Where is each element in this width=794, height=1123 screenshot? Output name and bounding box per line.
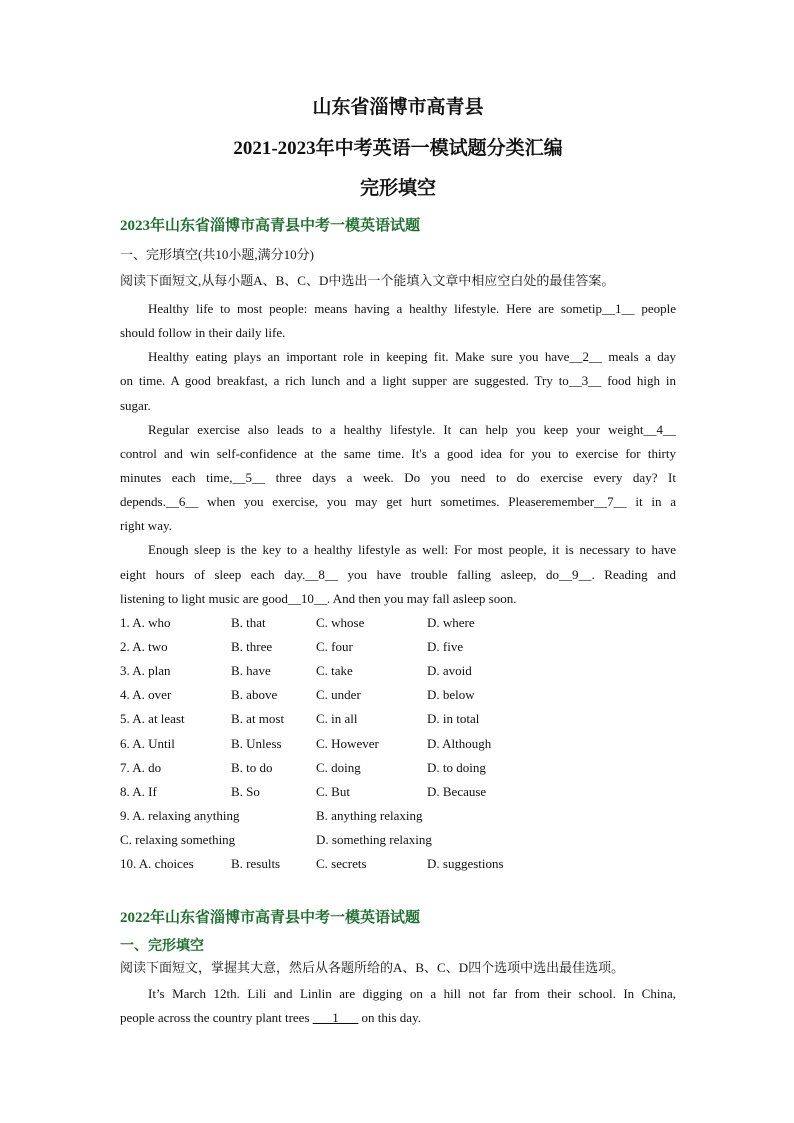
option-a: 2. A. two: [120, 639, 168, 654]
doc-title-topic: 完形填空: [359, 178, 436, 199]
option-c: C. But: [316, 784, 350, 799]
option-c: C. relaxing something: [120, 832, 236, 847]
passage-line: Healthy life to most people: means having a healthy lifestyle. Here are sometip__1__ people: [148, 301, 676, 316]
option-d: D. in total: [427, 711, 480, 726]
instruction-2022: 阅读下面短文，掌握其大意，然后从各题所给的A、B、C、D四个选项中选出最佳选项。: [120, 960, 625, 975]
part-title-2022: 一、完形填空: [120, 939, 204, 954]
passage-line: control and win self-confidence at the same time. It's a good idea for you to exercise for thirty: [120, 446, 676, 461]
option-b: B. anything relaxing: [316, 808, 423, 823]
instruction-2023: 阅读下面短文,从每小题A、B、C、D中选出一个能填入文章中相应空白处的最佳答案。: [120, 273, 615, 288]
doc-title-region: 山东省淄博市高青县: [312, 97, 484, 118]
option-row-8: [120, 783, 676, 801]
option-row-1: [120, 614, 676, 632]
option-row-7: [120, 759, 676, 777]
option-d: D. suggestions: [427, 856, 504, 871]
passage-line: right way.: [120, 518, 172, 533]
option-d: D. five: [427, 639, 464, 654]
option-c: C. However: [316, 736, 379, 751]
option-row-9b: [120, 831, 676, 849]
option-a: 5. A. at least: [120, 711, 185, 726]
doc-title-main: 2021-2023年中考英语一模试题分类汇编: [233, 138, 563, 159]
option-d: D. something relaxing: [316, 832, 432, 847]
option-b: B. Unless: [231, 736, 282, 751]
passage-line: Healthy eating plays an important role in keeping fit. Make sure you have__2__ meals a day: [148, 349, 676, 364]
option-c: C. in all: [316, 711, 358, 726]
option-d: D. to doing: [427, 760, 486, 775]
option-b: B. results: [231, 856, 281, 871]
option-c: C. secrets: [316, 856, 367, 871]
passage-text: on this day.: [358, 1010, 421, 1025]
section-heading-2023: 2023年山东省淄博市高青县中考一模英语试题: [120, 218, 421, 234]
blank-1: ___1___: [312, 1010, 359, 1025]
option-b: B. at most: [231, 711, 285, 726]
passage-line: listening to light music are good__10__. And then you may fall asleep soon.: [120, 591, 517, 606]
option-b: B. that: [231, 615, 266, 630]
part-title-2023: 一、完形填空(共10小题,满分10分): [120, 247, 314, 262]
passage-line: [120, 1009, 676, 1027]
passage-line: depends.__6__ when you exercise, you may get hurt sometimes. Pleaseremember__7__ it in a: [120, 494, 676, 509]
option-a: 10. A. choices: [120, 856, 194, 871]
option-c: C. doing: [316, 760, 361, 775]
option-d: D. Although: [427, 736, 492, 751]
option-row-10: [120, 855, 676, 873]
option-c: C. take: [316, 663, 353, 678]
passage-line: should follow in their daily life.: [120, 325, 286, 340]
option-d: D. below: [427, 687, 475, 702]
option-a: 9. A. relaxing anything: [120, 808, 240, 823]
passage-line: It’s March 12th. Lili and Linlin are digging on a hill not far from their school. In China,: [148, 986, 676, 1001]
option-c: C. under: [316, 687, 361, 702]
option-b: B. to do: [231, 760, 273, 775]
passage-line: eight hours of sleep each day.__8__ you have trouble falling asleep, do__9__. Reading and: [120, 567, 676, 582]
option-c: C. whose: [316, 615, 365, 630]
option-b: B. three: [231, 639, 273, 654]
option-d: D. Because: [427, 784, 487, 799]
option-row-2: [120, 638, 676, 656]
passage-line: on time. A good breakfast, a rich lunch and a light supper are suggested. Try to__3__ food high in: [120, 373, 676, 388]
option-a: 6. A. Until: [120, 736, 175, 751]
option-d: D. avoid: [427, 663, 472, 678]
passage-line: Regular exercise also leads to a healthy lifestyle. It can help you keep your weight__4__: [148, 422, 676, 437]
passage-line: sugar.: [120, 398, 151, 413]
option-row-9: [120, 807, 676, 825]
option-b: B. have: [231, 663, 271, 678]
option-row-3: [120, 662, 676, 680]
passage-text: people across the country plant trees: [120, 1010, 313, 1025]
option-a: 8. A. If: [120, 784, 157, 799]
passage-line: Enough sleep is the key to a healthy lifestyle as well: For most people, it is necessary to have: [148, 542, 676, 557]
option-b: B. So: [231, 784, 260, 799]
option-d: D. where: [427, 615, 475, 630]
option-c: C. four: [316, 639, 353, 654]
option-row-4: [120, 686, 676, 704]
option-a: 7. A. do: [120, 760, 162, 775]
option-a: 4. A. over: [120, 687, 172, 702]
option-a: 1. A. who: [120, 615, 171, 630]
option-a: 3. A. plan: [120, 663, 171, 678]
option-b: B. above: [231, 687, 278, 702]
option-row-6: [120, 735, 676, 753]
section-heading-2022: 2022年山东省淄博市高青县中考一模英语试题: [120, 910, 421, 926]
passage-line: minutes each time,__5__ three days a week. Do you need to do exercise every day? It: [120, 470, 676, 485]
option-row-5: [120, 710, 676, 728]
